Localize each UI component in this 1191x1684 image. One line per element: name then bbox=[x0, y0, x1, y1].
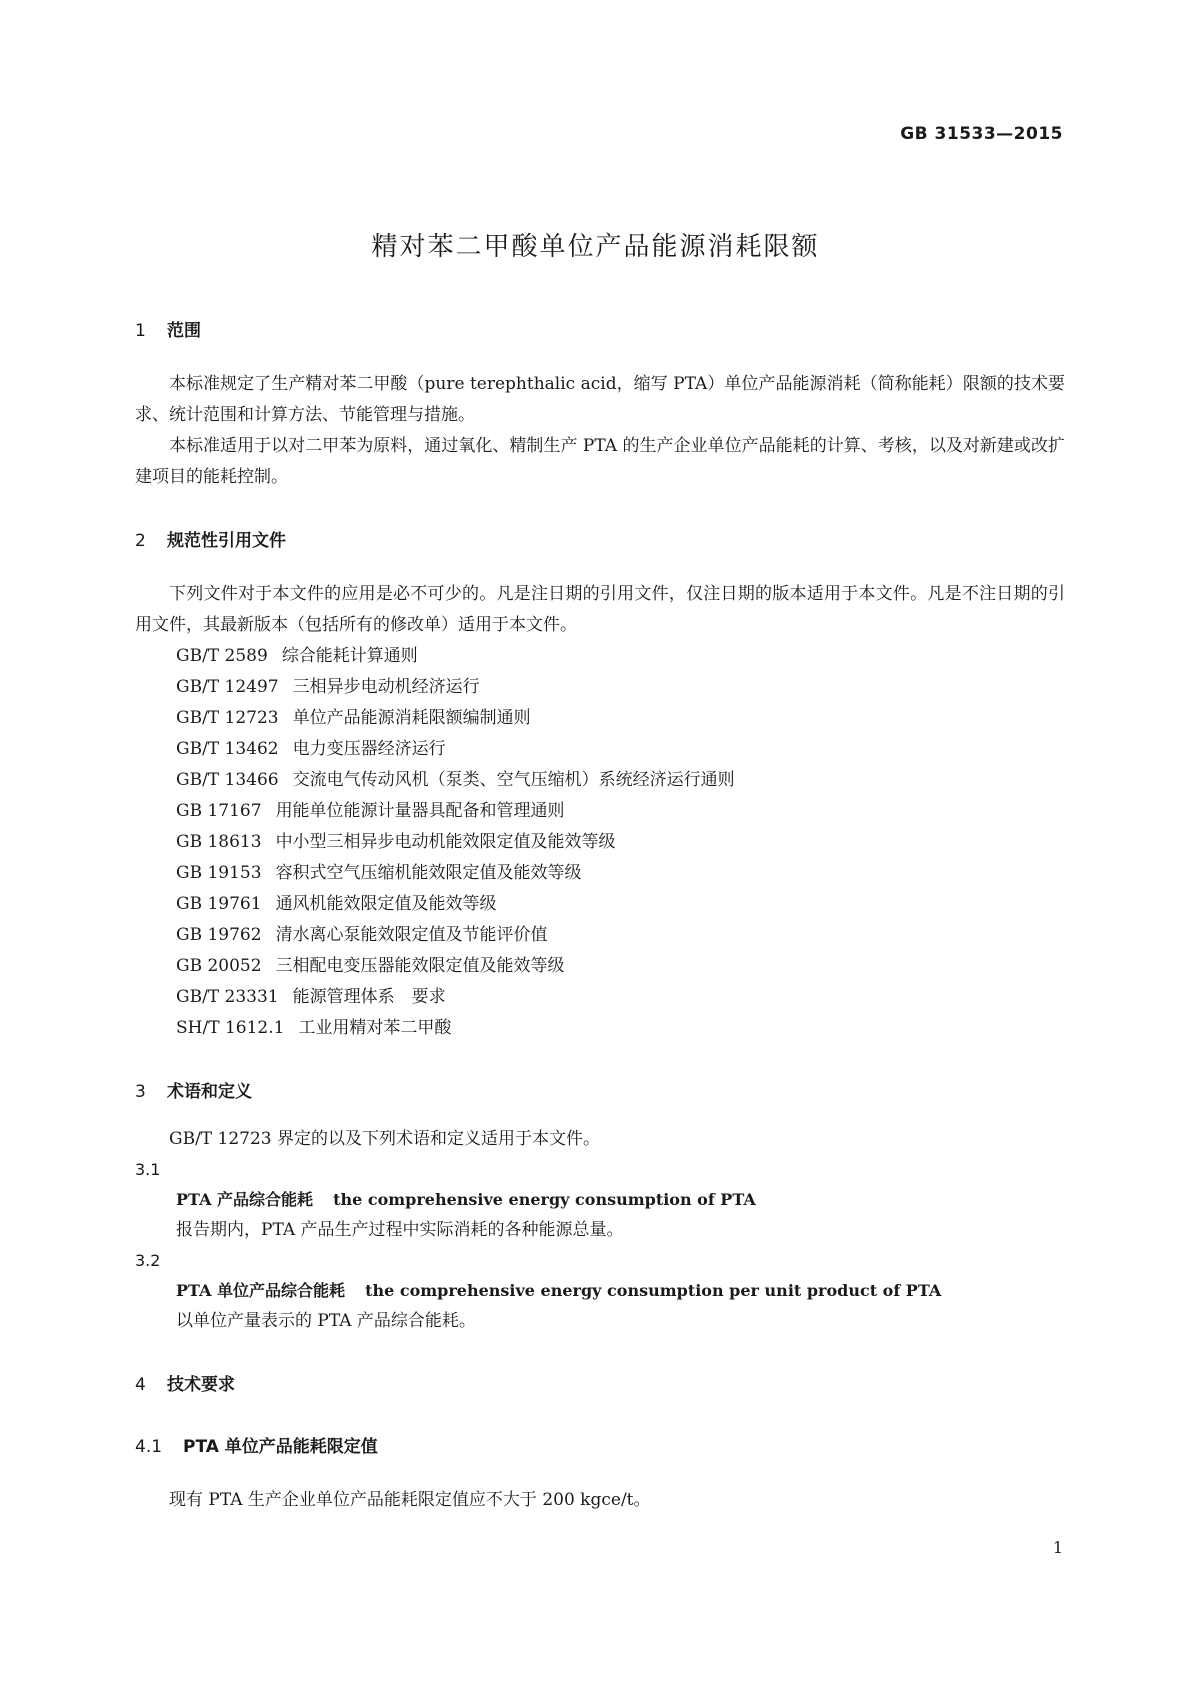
reference-item bbox=[135, 672, 1065, 703]
section-4-heading bbox=[135, 1371, 1065, 1399]
reference-code: GB/T 13462 bbox=[176, 739, 279, 759]
reference-title: 三相异步电动机经济运行 bbox=[292, 677, 480, 697]
paragraph: 本标准适用于以对二甲苯为原料，通过氧化、精制生产 PTA 的生产企业单位产品能耗的计算、考核，以及对新建或改扩建项目的能耗控制。 bbox=[135, 436, 1065, 487]
term-name-cn: PTA 产品综合能耗 bbox=[176, 1190, 314, 1209]
reference-item bbox=[135, 734, 1065, 765]
reference-code: GB/T 2589 bbox=[176, 646, 268, 666]
term-name bbox=[135, 1276, 1065, 1306]
section-title: 术语和定义 bbox=[167, 1082, 252, 1102]
section-number: 2 bbox=[135, 531, 146, 551]
document-title: 精对苯二甲酸单位产品能源消耗限额 bbox=[371, 232, 820, 262]
section-2-heading bbox=[135, 527, 1065, 555]
reference-list bbox=[135, 641, 1065, 1044]
reference-title: 能源管理体系 要求 bbox=[292, 987, 446, 1007]
subsection-4-1-heading bbox=[135, 1433, 1065, 1461]
reference-title: 清水离心泵能效限定值及节能评价值 bbox=[275, 925, 548, 945]
reference-code: GB 19761 bbox=[176, 894, 262, 914]
paragraph: GB/T 12723 界定的以及下列术语和定义适用于本文件。 bbox=[169, 1129, 601, 1149]
section-1-heading bbox=[135, 317, 1065, 345]
subsection-number: 4.1 bbox=[135, 1437, 163, 1457]
term-definition: 以单位产量表示的 PTA 产品综合能耗。 bbox=[176, 1311, 476, 1331]
term-entry bbox=[135, 1155, 1065, 1246]
reference-title: 单位产品能源消耗限额编制通则 bbox=[292, 708, 531, 728]
reference-code: GB/T 12497 bbox=[176, 677, 279, 697]
reference-item bbox=[135, 951, 1065, 982]
section-number: 4 bbox=[135, 1375, 146, 1395]
term-name-en: the comprehensive energy consumption of PTA bbox=[333, 1190, 756, 1209]
reference-title: 工业用精对苯二甲酸 bbox=[298, 1018, 452, 1038]
reference-item bbox=[135, 641, 1065, 672]
term-definition: 报告期内，PTA 产品生产过程中实际消耗的各种能源总量。 bbox=[176, 1220, 624, 1240]
reference-code: GB 19762 bbox=[176, 925, 262, 945]
reference-title: 用能单位能源计量器具配备和管理通则 bbox=[275, 801, 565, 821]
reference-item bbox=[135, 982, 1065, 1013]
reference-item bbox=[135, 889, 1065, 920]
reference-title: 交流电气传动风机（泵类、空气压缩机）系统经济运行通则 bbox=[292, 770, 735, 790]
reference-item bbox=[135, 796, 1065, 827]
term-entry bbox=[135, 1246, 1065, 1337]
term-number: 3.1 bbox=[135, 1160, 161, 1179]
subsection-title: PTA 单位产品能耗限定值 bbox=[183, 1437, 378, 1457]
reference-item bbox=[135, 827, 1065, 858]
reference-title: 容积式空气压缩机能效限定值及能效等级 bbox=[275, 863, 582, 883]
term-name bbox=[135, 1185, 1065, 1215]
reference-code: GB 17167 bbox=[176, 801, 262, 821]
reference-code: GB 20052 bbox=[176, 956, 262, 976]
reference-title: 通风机能效限定值及能效等级 bbox=[275, 894, 497, 914]
reference-code: SH/T 1612.1 bbox=[176, 1018, 285, 1038]
term-name-en: the comprehensive energy consumption per unit product of PTA bbox=[365, 1281, 942, 1300]
reference-title: 电力变压器经济运行 bbox=[292, 739, 446, 759]
section-title: 技术要求 bbox=[167, 1375, 235, 1395]
section-number: 1 bbox=[135, 321, 146, 341]
reference-title: 中小型三相异步电动机能效限定值及能效等级 bbox=[275, 832, 616, 852]
reference-code: GB/T 13466 bbox=[176, 770, 279, 790]
reference-item bbox=[135, 858, 1065, 889]
reference-title: 综合能耗计算通则 bbox=[281, 646, 418, 666]
paragraph: 下列文件对于本文件的应用是必不可少的。凡是注日期的引用文件，仅注日期的版本适用于本文件。凡是不注日期的引用文件，其最新版本（包括所有的修改单）适用于本文件。 bbox=[135, 584, 1065, 635]
section-title: 规范性引用文件 bbox=[167, 531, 286, 551]
reference-title: 三相配电变压器能效限定值及能效等级 bbox=[275, 956, 565, 976]
section-number: 3 bbox=[135, 1082, 146, 1102]
page-number: 1 bbox=[1052, 1538, 1063, 1557]
paragraph: 现有 PTA 生产企业单位产品能耗限定值应不大于 200 kgce/t。 bbox=[169, 1490, 651, 1510]
reference-code: GB/T 23331 bbox=[176, 987, 279, 1007]
term-number: 3.2 bbox=[135, 1251, 161, 1270]
reference-code: GB/T 12723 bbox=[176, 708, 279, 728]
reference-item bbox=[135, 1013, 1065, 1044]
reference-item bbox=[135, 765, 1065, 796]
reference-code: GB 18613 bbox=[176, 832, 262, 852]
term-name-cn: PTA 单位产品综合能耗 bbox=[176, 1281, 346, 1300]
paragraph: 本标准规定了生产精对苯二甲酸（pure terephthalic acid，缩写 PTA）单位产品能源消耗（简称能耗）限额的技术要求、统计范围和计算方法、节能管理与措施。 bbox=[135, 374, 1065, 425]
section-3-heading bbox=[135, 1078, 1065, 1106]
reference-code: GB 19153 bbox=[176, 863, 262, 883]
reference-item bbox=[135, 703, 1065, 734]
section-title: 范围 bbox=[167, 321, 201, 341]
document-body bbox=[135, 317, 1065, 1516]
reference-item bbox=[135, 920, 1065, 951]
standard-code: GB 31533—2015 bbox=[900, 124, 1063, 144]
